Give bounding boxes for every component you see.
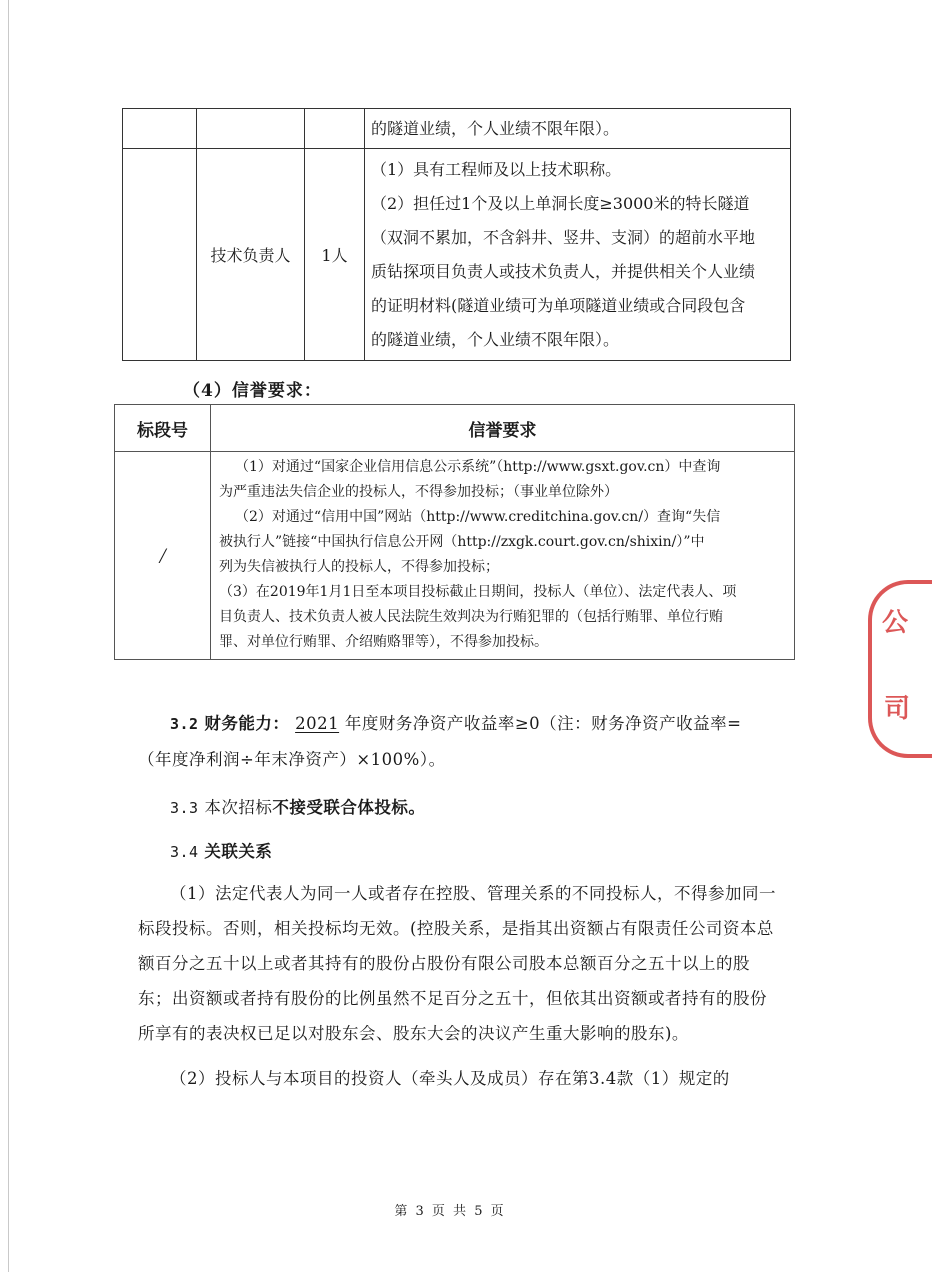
requirement-line: （1）对通过“国家企业信用信息公示系统”（http://www.gsxt.gov.cn）中查询: [235, 459, 721, 475]
table-row: [115, 452, 795, 660]
requirement-cell: [211, 452, 795, 660]
requirement-line: 的隧道业绩，个人业绩不限年限）。: [371, 329, 620, 349]
requirement-line: （3）在2019年1月1日至本项目投标截止日期间，投标人（单位）、法定代表人、项: [219, 584, 737, 600]
requirement-line: 为严重违法失信企业的投标人，不得参加投标；（事业单位除外）: [219, 484, 618, 500]
scan-edge-line: [8, 0, 9, 1272]
credit-requirements-table: [114, 404, 795, 660]
requirement-line: 的证明材料(隧道业绩可为单项隧道业绩或合同段包含: [371, 295, 746, 315]
paragraph-text: （年度净利润÷年末净资产）×100%）。: [138, 750, 446, 769]
seal-char: 公: [882, 608, 909, 638]
requirement-line: 质钻探项目负责人或技术负责人，并提供相关个人业绩: [371, 261, 756, 281]
red-seal-stamp: [868, 580, 932, 758]
paragraph-text: （1）法定代表人为同一人或者存在控股、管理关系的不同投标人，不得参加同一标段投标。否则，相关投标均无效。(控股关系，是指其出资额占有限责任公司资本总额百分之五十以上或者其持有的股份占股份有限公司股本总额百分之五十以上的股东；出资额或者持有股份的比例虽然不足百分之五十，但依其出资额或者持有的股份所享有的表决权已足以对股东会、股东大会的决议产生重大影响的股东)。: [138, 884, 776, 1043]
paragraph-text: （2）投标人与本项目的投资人（牵头人及成员）存在第3.4款（1）规定的: [170, 1069, 730, 1088]
paragraph-text: 年度财务净资产收益率≥0（注：财务净资产收益率=: [344, 714, 742, 733]
column-header-section: 标段号: [115, 405, 211, 452]
table-cell: [123, 149, 197, 361]
credit-heading: （4）信誉要求：: [183, 381, 322, 401]
emphasis-text: 不接受联合体投标。: [272, 798, 426, 817]
section-3-2: [138, 706, 778, 777]
section-number: 3.3: [170, 799, 199, 817]
requirement-line: （1）具有工程师及以上技术职称。: [371, 159, 622, 179]
requirement-line: （双洞不累加，不含斜井、竖井、支洞）的超前水平地: [371, 227, 756, 247]
section-label: 财务能力：: [204, 714, 290, 733]
requirement-line: 被执行人”链接“中国执行信息公开网（http://zxgk.court.gov.cn/shixin/）”中: [219, 534, 705, 550]
section-value: /: [115, 452, 211, 660]
page-footer: 第 3 页 共 5 页: [394, 1204, 506, 1219]
table-cell: [197, 109, 305, 149]
year-value: 2021: [295, 714, 340, 733]
staff-requirements-table: [122, 108, 791, 361]
requirement-cell: 的隧道业绩，个人业绩不限年限）。: [365, 109, 791, 149]
section-title: 关联关系: [204, 842, 273, 861]
requirement-line: 罪、对单位行贿罪、介绍贿赂罪等），不得参加投标。: [219, 634, 548, 650]
column-header-requirement: 信誉要求: [211, 405, 795, 452]
section-3-3: [138, 790, 778, 826]
table-row: [123, 109, 791, 149]
section-number: 3.4: [170, 843, 199, 861]
requirement-line: 列为失信被执行人的投标人，不得参加投标；: [219, 559, 499, 575]
role-cell: 技术负责人: [197, 149, 305, 361]
table-cell: [123, 109, 197, 149]
table-cell: [305, 109, 365, 149]
paragraph-text: 本次招标: [204, 798, 273, 817]
requirement-line: （2）担任过1个及以上单洞长度≥3000米的特长隧道: [371, 193, 750, 213]
section-3-4-body: [138, 876, 778, 1096]
table-row: [123, 149, 791, 361]
table-header-row: [115, 405, 795, 452]
seal-char: 司: [884, 694, 911, 724]
requirement-line: （2）对通过“信用中国”网站（http://www.creditchina.gov.cn/）查询“失信: [235, 509, 721, 525]
section-number: 3.2: [170, 715, 199, 733]
requirement-cell: [365, 149, 791, 361]
count-cell: 1人: [305, 149, 365, 361]
section-3-4: [138, 834, 778, 870]
requirement-line: 目负责人、技术负责人被人民法院生效判决为行贿犯罪的（包括行贿罪、单位行贿: [219, 609, 723, 625]
